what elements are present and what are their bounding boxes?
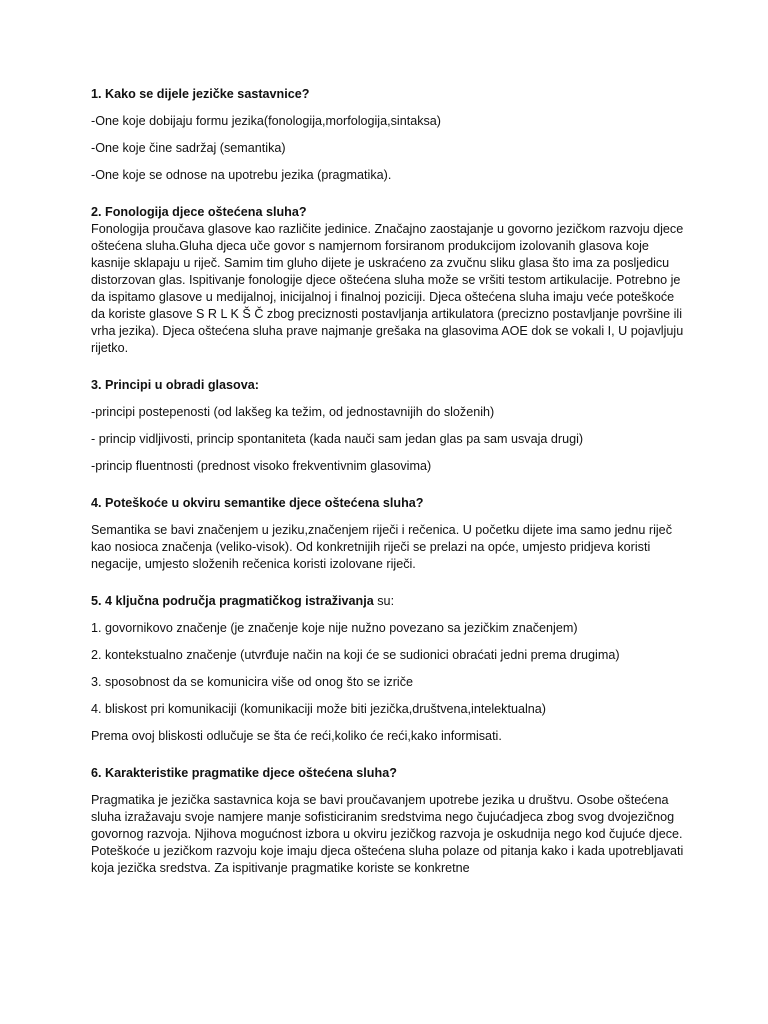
question-3-heading: 3. Principi u obradi glasova: [91, 378, 259, 392]
q1-item-3: -One koje se odnose na upotrebu jezika (pragmatika). [91, 168, 392, 182]
q5-title-suffix: su: [373, 594, 395, 608]
q3-item-1: -principi postepenosti (od lakšeg ka težim, od jednostavnijih do složenih) [91, 405, 495, 419]
question-4-heading: 4. Poteškoće u okviru semantike djece oštećena sluha? [91, 496, 424, 510]
q5-item-1: 1. govornikovo značenje (je značenje koje nije nužno povezano sa jezičkim značenjem) [91, 621, 578, 635]
q5-item-4: 4. bliskost pri komunikaciji (komunikaciji može biti jezička,društvena,intelektualna) [91, 702, 546, 716]
question-2-heading: 2. Fonologija djece oštećena sluha? [91, 205, 307, 219]
q5-item-2: 2. kontekstualno značenje (utvrđuje način na koji će se sudionici obraćati jedni prema drugima) [91, 648, 620, 662]
q4-body: Semantika se bavi značenjem u jeziku,značenjem riječi i rečenica. U početku dijete ima samo jednu riječ kao nosioca značenja (veliko-visok). Od konkretnijih riječi se prelazi na opće, umjesto pridjeva koristi negacije, umjesto složenih rečenica koristi izolovane riječi. [91, 523, 672, 571]
q5-item-3: 3. sposobnost da se komunicira više od onog što se izriče [91, 675, 414, 689]
q3-item-2: - princip vidljivosti, princip spontaniteta (kada nauči sam jedan glas pa sam usvaja drugi) [91, 432, 584, 446]
q3-item-3: -princip fluentnosti (prednost visoko frekventivnim glasovima) [91, 459, 432, 473]
q6-body: Pragmatika je jezička sastavnica koja se bavi proučavanjem upotrebe jezika u društvu. Osobe oštećena sluha izražavaju svoje namjere manje sofisticiranim sredstvima nego čujućadjeca zbog svog dvojezičnog govornog razvoja. Njihova mogućnost izbora u okviru jezičkog razvoja je oskudnija nego kod čujuće djece. Poteškoće u jezičkom razvoju koje imaju djeca oštećena sluha polaze od pitanja kako i kada upotrebljavati koja jezička sredstva. Za ispitivanje pragmatike koriste se konkretne [91, 793, 684, 875]
q1-item-1: -One koje dobijaju formu jezika(fonologija,morfologija,sintaksa) [91, 114, 441, 128]
question-6-heading: 6. Karakteristike pragmatike djece oštećena sluha? [91, 766, 397, 780]
document-content [91, 86, 691, 877]
q1-item-2: -One koje čine sadržaj (semantika) [91, 141, 286, 155]
q2-body: Fonologija proučava glasove kao različite jedinice. Značajno zaostajanje u govorno jezičkom razvoju djece oštećena sluha.Gluha djeca uče govor s namjernom forsiranom produkcijom izolovanih glasova koje kasnije sklapaju u riječ. Samim tim gluho dijete je uskraćeno za zvučnu sliku glasa što ima za posljedicu distorzovan glas. Ispitivanje fonologije djece oštećena sluha može se vršiti testom artikulacije. Potrebno je da ispitamo glasove u medijalnoj, inicijalnoj i finalnoj poziciji. Djeca oštećena sluha imaju veće poteškoće da koriste glasove S R L K Š Č zbog preciznosti postavljanja artikulatora (precizno postavljanje površine ili vrha jezika). Djeca oštećena sluha prave najmanje grešaka na glasovima AOE dok se vokali I, U pojavljuju rijetko. [91, 222, 684, 355]
q5-title: 5. 4 ključna područja pragmatičkog istraživanja [91, 594, 374, 608]
question-1-heading: 1. Kako se dijele jezičke sastavnice? [91, 87, 310, 101]
question-5-heading [91, 593, 691, 610]
q5-item-5: Prema ovoj bliskosti odlučuje se šta će reći,koliko će reći,kako informisati. [91, 729, 502, 743]
